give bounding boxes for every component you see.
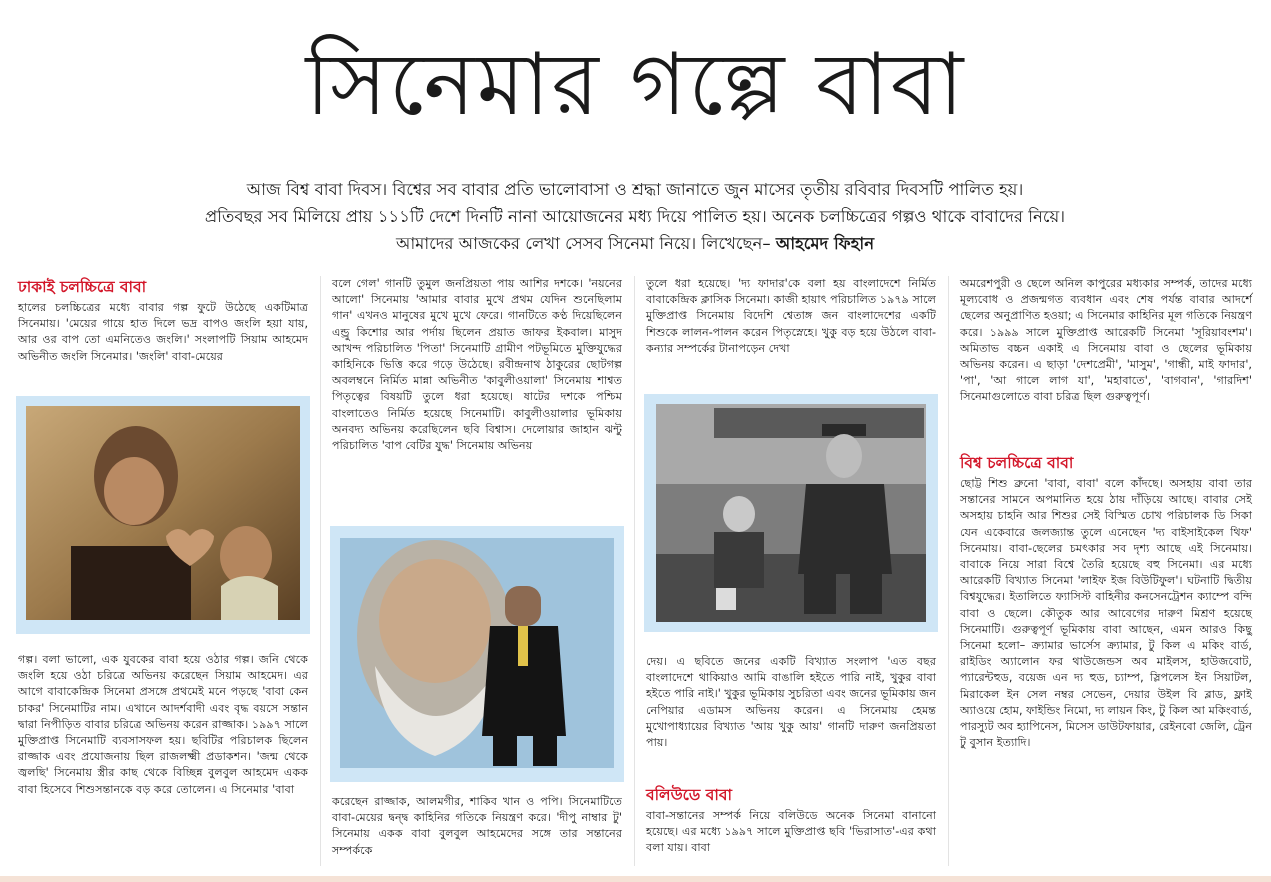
photo-amitabh (330, 526, 624, 782)
section-heading-bollywood: বলিউডে বাবা (646, 786, 732, 804)
section-heading-world-cinema: বিশ্ব চলচ্চিত্রে বাবা (960, 454, 1074, 472)
intro-line-1: আজ বিশ্ব বাবা দিবস। বিশ্বের সব বাবার প্রতি ভালোবাসা ও শ্রদ্ধা জানাতে জুন মাসের তৃতীয় রবিবার দিবসটি পালিত হয়। (246, 180, 1024, 199)
column-4-top: অমরেশপুরী ও ছেলে অনিল কাপুরের মধ্যকার সম্পর্ক, তাদের মধ্যে মূল্যবোধ ও প্রজন্মগত ব্যবধান এবং শেষ পর্যন্ত বাবার আদর্শে ছেলের অনুপ্রাণিত হওয়া; এ সিনেমার কাহিনির মূল গতিকে নিয়ন্ত্রণ করে। ১৯৯৯ সালে মুক্তিপ্রাপ্ত আরেকটি সিনেমা 'সূরিয়াবংশম'। অমিতাভ বচ্চন একাই এ সিনেমায় বাবা ও ছেলের ভূমিকায় অভিনয় করেন। এ ছাড়া 'দেশপ্রেমী', 'মাসুম', 'গান্ধী, মাই ফাদার', 'পা', 'আ গালে লাগ যা', 'মহাবাতে', 'বাগবান', 'গারদিশ' সিনেমাগুলোতে বাবা চরিত্র ছিল গুরুত্বপূর্ণ। (960, 277, 1252, 404)
column-1-top-text: হালের চলচ্চিত্রের মধ্যে বাবার গল্প ফুটে উঠেছে একটিমাত্র সিনেমায়। 'মেয়ের গায়ে হাত দিলে ভদ্র বাপও জংলি হয়া যায়, আর ওর বাপ তো এমনিতেও জংলি।' সংলাপটি সিয়াম আহমেদ অভিনীত জংলি সিনেমার। 'জংলি' বাবা-মেয়ের (18, 301, 308, 363)
section-heading-dhallywood: ঢাকাই চলচ্চিত্রে বাবা (18, 278, 147, 296)
intro-block (60, 176, 1210, 257)
column-3-middle: দেয়। এ ছবিতে জনের একটি বিখ্যাত সংলাপ 'এত বছর বাংলাদেশে থাকিয়াও আমি বাঙালি হইতে পারি নাই, খুকুর বাবা হইতে পারি নাই।' খুকুর ভূমিকায় সুচরিতা এবং জনের ভূমিকায় জন নেপিয়ার এডামস অভিনয় করেন। এ সিনেমায় হেমন্ত মুখোপাধ্যায়ের বিখ্যাত 'আয় খুকু আয়' গানটি দারুণ জনপ্রিয়তা পায়। (646, 655, 936, 750)
photo-father-daughter (16, 396, 310, 634)
bottom-strip (0, 876, 1271, 882)
column-1-top (18, 276, 308, 365)
intro-line-3-text: আমাদের আজকের লেখা সেসব সিনেমা নিয়ে। লিখেছেন– (395, 234, 771, 253)
column-4-bottom (960, 452, 1252, 751)
column-3-top: তুলে ধরা হয়েছে। 'দ্য ফাদার'কে বলা হয় বাংলাদেশে নির্মিত বাবাকেন্দ্রিক ক্লাসিক সিনেমা। কাজী হায়াৎ পরিচালিত ১৯৭৯ সালে মুক্তিপ্রাপ্ত সিনেমায় বিদেশি শ্বেতাঙ্গ জন বাংলাদেশের একটি শিশুকে লালন-পালন করেন পিতৃস্নেহে। খুকু বড় হয়ে উঠলে বাবা-কন্যার সম্পর্কের টানাপড়েন দেখা (646, 277, 936, 355)
column-2-top: বলে গেল' গানটি তুমুল জনপ্রিয়তা পায় আশির দশকে। 'নয়নের আলো' সিনেমায় 'আমার বাবার মুখে প্রথম যেদিন শুনেছিলাম গান' এখনও মানুষের মুখে মুখে ফেরে। গানটিতে কণ্ঠ দিয়েছিলেন এন্ড্রু কিশোর আর পর্দায় ছিলেন প্রয়াত জাফর ইকবাল। মাসুদ আখন্দ পরিচালিত 'পিতা' সিনেমাটি গ্রামীণ পটভূমিতে মুক্তিযুদ্ধের কাহিনিকে ভিত্তি করে গড়ে উঠেছে। রবীন্দ্রনাথ ঠাকুরের ছোটগল্প অবলম্বনে নির্মিত মান্না অভিনীত 'কাবুলীওয়ালা' সিনেমায় শাশ্বত পিতৃত্বের বিষয়টি তুলে ধরা হয়েছে। ষাটের দশকে পশ্চিম বাংলাতেও নির্মিত হয়েছে সিনেমাটি। কাবুলীওয়ালার ভূমিকায় অনবদ্য অভিনয় করেছিলেন ছবি বিশ্বাস। দেলোয়ার জাহান ঝন্টু পরিচালিত 'বাপ বেটির যুদ্ধ' সিনেমায় অভিনয় (332, 277, 622, 453)
column-divider-1 (320, 276, 321, 866)
photo-bicycle-thief (644, 394, 938, 632)
intro-line-2: প্রতিবছর সব মিলিয়ে প্রায় ১১১টি দেশে দিনটি নানা আয়োজনের মধ্য দিয়ে পালিত হয়। অনেক চলচ্চিত্রের গল্পও থাকে বাবাদের নিয়ে। (204, 207, 1066, 226)
intro-line-3 (60, 230, 1210, 257)
column-2-bottom: করেছেন রাজ্জাক, আলমগীর, শাকিব খান ও পপি। সিনেমাটিতে বাবা-মেয়ের দ্বন্দ্ব কাহিনির গতিকে নিয়ন্ত্রণ করে। 'দীপু নাম্বার টু' সিনেমায় একক বাবা বুলবুল আহমেদের সঙ্গে তার সন্তানের সম্পর্ককে (332, 795, 622, 857)
author-name: আহমেদ ফিহান (775, 234, 875, 253)
column-4-bottom-text: ছোট্ট শিশু ব্রুনো 'বাবা, বাবা' বলে কাঁদছে। অসহায় বাবা তার সন্তানের সামনে অপমানিত হয়ে ঠায় দাঁড়িয়ে আছে। বাবার সেই অসহায় চাহনি আর শিশুর সেই বিস্মিত চোখ পরিচালক ডি সিকা যেন একেবারে জলজ্যান্ত তুলে এনেছেন 'দ্য বাইসাইকেল থিফ' সিনেমায়। বাবা-ছেলের চমৎকার সব দৃশ্য আছে এই সিনেমায়। বাবাকে নিয়ে সারা বিশ্বে তৈরি হয়েছে বহু সিনেমা। এর মধ্যে আরেকটি বিখ্যাত সিনেমা 'লাইফ ইজ বিউটিফুল'। ঘটনাটি দ্বিতীয় বিশ্বযুদ্ধের। ইতালিতে ফ্যাসিস্ট বাহিনীর কনসেনট্রেশন ক্যাম্পে বন্দি বাবা ও ছেলে। কৌতুক আর আবেগের দারুণ মিশ্রণ হয়েছে সিনেমাটি। গুরুত্বপূর্ণ ভূমিকায় বাবা আছেন, এমন আরও কিছু সিনেমা হলো– ক্র্যামার ভার্সেস ক্র্যামার, টু কিল এ মকিং বার্ড, রাইডিং অ্যালোন ফর থাউজেন্ডস অব মাইলস, হাউজবোট, প্যারেন্টহুড, বয়েজ এন দ্য হুড, চ্যাম্প, স্লিপলেস ইন সিয়াটল, মিরাকেল ইন সেল নম্বর সেভেন, দেয়ার উইল বি ব্লাড, ফ্লাই অ্যাওয়ে হোম, ফাইন্ডিং নিমো, দ্য লায়ন কিং, টু কিল আ মকিংবার্ড, পারস্যুট অব হ্যাপিনেস, মিসেস ডাউটফায়ার, রেইনবো জেলি, ট্রেন টু বুসান ইত্যাদি। (960, 477, 1252, 750)
column-divider-2 (634, 276, 635, 866)
column-1-bottom: গল্প। বলা ভালো, এক যুবকের বাবা হয়ে ওঠার গল্প। জনি থেকে জংলি হয়ে ওঠা চরিত্রে অভিনয় করেছেন সিয়াম আহমেদ। এর আগে বাবাকেন্দ্রিক সিনেমা প্রসঙ্গে প্রথমেই মনে পড়ছে 'বাবা কেন চাকর' সিনেমাটির নাম। এখানে আদর্শবাদী এবং বৃদ্ধ বয়সে সন্তান দ্বারা নিপীড়িত বাবার চরিত্রে অভিনয় করেন রাজ্জাক। ১৯৯৭ সালে মুক্তিপ্রাপ্ত সিনেমাটি ব্যবসাসফল হয়। ছবিটির পরিচালক ছিলেন রাজ্জাক এবং প্রযোজনায় ছিল রাজলক্ষ্মী প্রডাকশন। 'জন্ম থেকে জ্বলছি' সিনেমায় স্ত্রীর কাছ থেকে বিচ্ছিন্ন বুলবুল আহমেদ একক বাবা হিসেবে শিশুসন্তানকে বড় করে তোলেন। এ সিনেমার 'বাবা (18, 653, 308, 796)
headline: সিনেমার গল্পে বাবা (305, 35, 966, 135)
column-divider-3 (948, 276, 949, 866)
column-3-bottom-text: বাবা-সন্তানের সম্পর্ক নিয়ে বলিউডে অনেক সিনেমা বানানো হয়েছে। এর মধ্যে ১৯৯৭ সালে মুক্তিপ্রাপ্ত ছবি 'ভিরাসাত'-এর কথা বলা যায়। বাবা (646, 809, 936, 855)
column-3-bottom (646, 784, 936, 857)
